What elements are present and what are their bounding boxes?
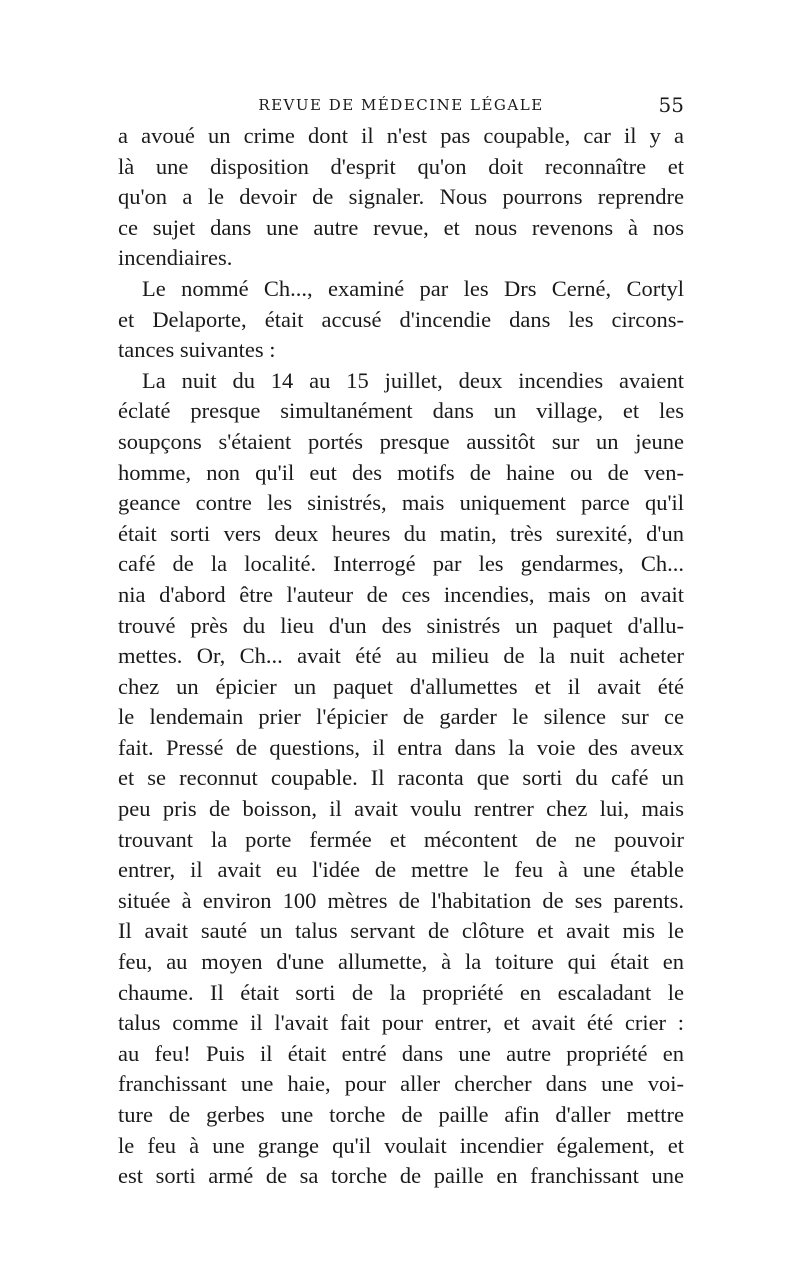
text-line: nia d'abord être l'auteur de ces incendies, mais on avait [118, 581, 684, 607]
text-line: le feu à une grange qu'il voulait incendier également, et [118, 1132, 684, 1158]
text-line: chez un épicier un paquet d'allumettes et il avait été [118, 673, 684, 699]
text-line: soupçons s'étaient portés presque aussitôt sur un jeune [118, 428, 684, 454]
text-line: était sorti vers deux heures du matin, très surexité, d'un [118, 520, 684, 546]
text-line: trouvé près du lieu d'un des sinistrés un paquet d'allu- [118, 612, 684, 638]
text-line: ture de gerbes une torche de paille afin d'aller mettre [118, 1102, 684, 1127]
page-number: 55 [658, 93, 684, 117]
text-line: feu, au moyen d'une allumette, à la toiture qui était en [118, 949, 684, 975]
text-line: geance contre les sinistrés, mais uniquement parce qu'il [118, 490, 684, 516]
text-line: La nuit du 14 au 15 juillet, deux incendies avaient [142, 367, 684, 393]
text-line: et se reconnut coupable. Il raconta que sorti du café un [118, 765, 684, 791]
text-line: Le nommé Ch..., examiné par les Drs Cerné, Cortyl [142, 275, 684, 301]
text-line: café de la localité. Interrogé par les gendarmes, Ch... [118, 551, 684, 577]
text-line: entrer, il avait eu l'idée de mettre le feu à une étable [118, 857, 684, 883]
text-line: au feu! Puis il était entré dans une autre propriété en [118, 1040, 684, 1066]
text-line: Il avait sauté un talus servant de clôture et avait mis le [118, 918, 684, 944]
text-line: qu'on a le devoir de signaler. Nous pourrons reprendre [118, 184, 684, 210]
text-line: mettes. Or, Ch... avait été au milieu de la nuit acheter [118, 643, 684, 669]
text-line: tances suivantes : [118, 337, 276, 363]
text-line: chaume. Il était sorti de la propriété en escaladant le [118, 979, 684, 1005]
body-text [118, 121, 684, 1192]
text-line: incendiaires. [118, 245, 233, 271]
text-line: peu pris de boisson, il avait voulu rentrer chez lui, mais [118, 796, 684, 822]
text-line: située à environ 100 mètres de l'habitation de ses parents. [118, 887, 684, 913]
text-line: homme, non qu'il eut des motifs de haine ou de ven- [118, 459, 684, 485]
running-title: REVUE DE MÉDECINE LÉGALE [258, 96, 544, 114]
text-line: éclaté presque simultanément dans un village, et les [118, 398, 684, 424]
text-line: le lendemain prier l'épicier de garder le silence sur ce [118, 704, 684, 730]
text-line: talus comme il l'avait fait pour entrer, et avait été crier : [118, 1010, 684, 1036]
text-line: ce sujet dans une autre revue, et nous revenons à nos [118, 214, 684, 240]
text-line: et Delaporte, était accusé d'incendie dans les circons- [118, 306, 684, 332]
text-line: trouvant la porte fermée et mécontent de ne pouvoir [118, 826, 684, 852]
text-line: est sorti armé de sa torche de paille en franchissant une [118, 1163, 684, 1189]
text-line: a avoué un crime dont il n'est pas coupable, car il y a [118, 123, 684, 148]
running-head [118, 93, 684, 117]
text-line: là une disposition d'esprit qu'on doit reconnaître et [118, 153, 684, 179]
text-line: fait. Pressé de questions, il entra dans la voie des aveux [118, 734, 684, 760]
text-line: franchissant une haie, pour aller chercher dans une voi- [118, 1071, 684, 1097]
